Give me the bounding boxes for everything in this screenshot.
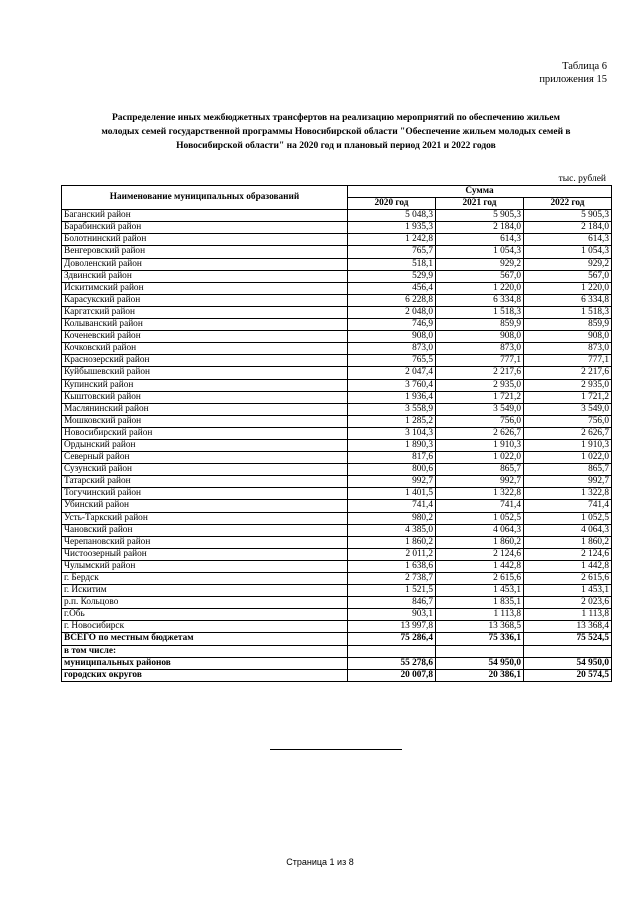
value-2020: 1 285,2 — [348, 415, 436, 427]
value-2022: 13 368,4 — [524, 621, 612, 633]
value-2020: 765,7 — [348, 246, 436, 258]
value-2020: 846,7 — [348, 597, 436, 609]
value-2022: 865,7 — [524, 464, 612, 476]
row-name: г. Искитим — [62, 585, 348, 597]
value-2020: 908,0 — [348, 331, 436, 343]
value-2021: 3 549,0 — [436, 403, 524, 415]
divider-line — [270, 749, 402, 750]
value-2022: 908,0 — [524, 331, 612, 343]
row-name: Кочковский район — [62, 343, 348, 355]
value-2022: 6 334,8 — [524, 294, 612, 306]
value-2020: 3 104,3 — [348, 427, 436, 439]
value-2022: 614,3 — [524, 234, 612, 246]
row-name: Искитимский район — [62, 282, 348, 294]
value-2022: 2 626,7 — [524, 427, 612, 439]
row-name: Черепановский район — [62, 536, 348, 548]
value-2020: 4 385,0 — [348, 524, 436, 536]
value-2020: 3 558,9 — [348, 403, 436, 415]
value-2020: 873,0 — [348, 343, 436, 355]
value-2021: 929,2 — [436, 258, 524, 270]
value-2022: 1 518,3 — [524, 306, 612, 318]
total-row — [62, 633, 612, 645]
col-header-sum: Сумма — [348, 186, 612, 198]
row-name: Кыштовский район — [62, 391, 348, 403]
row-name: Татарский район — [62, 476, 348, 488]
table-row — [62, 548, 612, 560]
row-name: Новосибирский район — [62, 427, 348, 439]
row-name: Барабинский район — [62, 222, 348, 234]
value-2021: 1 220,0 — [436, 282, 524, 294]
row-name: Болотнинский район — [62, 234, 348, 246]
value-2022: 929,2 — [524, 258, 612, 270]
value-2020: 518,1 — [348, 258, 436, 270]
col-header-2020: 2020 год — [348, 198, 436, 210]
table-row — [62, 319, 612, 331]
value-2020 — [348, 645, 436, 657]
unit-label: тыс. рублей — [558, 174, 606, 184]
table-row — [62, 536, 612, 548]
table-row — [62, 258, 612, 270]
title-line: Новосибирской области" на 2020 год и плановый период 2021 и 2022 годов — [176, 141, 496, 151]
value-2021: 1 453,1 — [436, 585, 524, 597]
total-row — [62, 645, 612, 657]
value-2020: 1 242,8 — [348, 234, 436, 246]
row-name: Северный район — [62, 452, 348, 464]
value-2020: 2 738,7 — [348, 573, 436, 585]
value-2020: 2 047,4 — [348, 367, 436, 379]
value-2021: 13 368,5 — [436, 621, 524, 633]
table-row — [62, 488, 612, 500]
value-2022: 1 453,1 — [524, 585, 612, 597]
value-2022: 2 217,6 — [524, 367, 612, 379]
value-2021: 859,9 — [436, 319, 524, 331]
table-row — [62, 452, 612, 464]
value-2021: 614,3 — [436, 234, 524, 246]
table-row — [62, 294, 612, 306]
row-name: муниципальных районов — [62, 657, 348, 669]
value-2022: 992,7 — [524, 476, 612, 488]
value-2020: 903,1 — [348, 609, 436, 621]
value-2021: 741,4 — [436, 500, 524, 512]
row-name: Чистоозерный район — [62, 548, 348, 560]
value-2021: 54 950,0 — [436, 657, 524, 669]
value-2022: 2 184,0 — [524, 222, 612, 234]
row-name: Куйбышевский район — [62, 367, 348, 379]
row-name: Тогучинский район — [62, 488, 348, 500]
row-name: Доволенский район — [62, 258, 348, 270]
row-name: Ордынский район — [62, 439, 348, 451]
value-2022: 1 721,2 — [524, 391, 612, 403]
value-2021: 908,0 — [436, 331, 524, 343]
value-2021: 6 334,8 — [436, 294, 524, 306]
value-2021: 2 124,6 — [436, 548, 524, 560]
table-row — [62, 234, 612, 246]
row-name: ВСЕГО по местным бюджетам — [62, 633, 348, 645]
row-name: Каргатский район — [62, 306, 348, 318]
value-2021: 75 336,1 — [436, 633, 524, 645]
total-row — [62, 669, 612, 681]
table-row — [62, 585, 612, 597]
title-line: молодых семей государственной программы Новосибирской области "Обеспечение жильем молодых семей в — [101, 127, 571, 137]
value-2020: 1 936,4 — [348, 391, 436, 403]
col-header-2022: 2022 год — [524, 198, 612, 210]
total-row — [62, 657, 612, 669]
value-2020: 13 997,8 — [348, 621, 436, 633]
table-row — [62, 403, 612, 415]
value-2022: 2 935,0 — [524, 379, 612, 391]
transfers-table — [61, 185, 612, 682]
value-2022: 1 113,8 — [524, 609, 612, 621]
table-row — [62, 609, 612, 621]
value-2020: 456,4 — [348, 282, 436, 294]
document-title — [60, 111, 612, 153]
value-2021: 1 054,3 — [436, 246, 524, 258]
row-name: Колыванский район — [62, 319, 348, 331]
table-row — [62, 282, 612, 294]
row-name: Карасукский район — [62, 294, 348, 306]
table-row — [62, 306, 612, 318]
value-2020: 1 521,5 — [348, 585, 436, 597]
row-name: Чановский район — [62, 524, 348, 536]
row-name: г.Обь — [62, 609, 348, 621]
value-2022: 1 022,0 — [524, 452, 612, 464]
value-2021: 2 615,6 — [436, 573, 524, 585]
value-2022: 777,1 — [524, 355, 612, 367]
table-row — [62, 597, 612, 609]
value-2020: 1 860,2 — [348, 536, 436, 548]
value-2021: 567,0 — [436, 270, 524, 282]
page-number: Страница 1 из 8 — [286, 857, 354, 867]
value-2020: 2 048,0 — [348, 306, 436, 318]
row-name: Купинский район — [62, 379, 348, 391]
row-name: Коченевский район — [62, 331, 348, 343]
row-name: в том числе: — [62, 645, 348, 657]
row-name: Усть-Таркский район — [62, 512, 348, 524]
table-row — [62, 573, 612, 585]
value-2022: 567,0 — [524, 270, 612, 282]
value-2021: 1 442,8 — [436, 560, 524, 572]
value-2022: 1 442,8 — [524, 560, 612, 572]
value-2021: 756,0 — [436, 415, 524, 427]
value-2020: 6 228,8 — [348, 294, 436, 306]
value-2022: 1 220,0 — [524, 282, 612, 294]
value-2022: 3 549,0 — [524, 403, 612, 415]
value-2021: 1 322,8 — [436, 488, 524, 500]
row-name: Венгеровский район — [62, 246, 348, 258]
value-2022: 2 615,6 — [524, 573, 612, 585]
value-2020: 980,2 — [348, 512, 436, 524]
row-name: Мошковский район — [62, 415, 348, 427]
value-2022: 873,0 — [524, 343, 612, 355]
value-2022: 756,0 — [524, 415, 612, 427]
table-row — [62, 512, 612, 524]
table-row — [62, 355, 612, 367]
row-name: Краснозерский район — [62, 355, 348, 367]
value-2021 — [436, 645, 524, 657]
table-row — [62, 391, 612, 403]
value-2021: 2 626,7 — [436, 427, 524, 439]
table-row — [62, 524, 612, 536]
table-row — [62, 439, 612, 451]
col-header-name: Наименование муниципальных образований — [62, 186, 348, 210]
row-name: городских округов — [62, 669, 348, 681]
value-2022: 1 322,8 — [524, 488, 612, 500]
value-2022: 2 023,6 — [524, 597, 612, 609]
value-2022: 1 860,2 — [524, 536, 612, 548]
value-2020: 3 760,4 — [348, 379, 436, 391]
value-2022: 1 052,5 — [524, 512, 612, 524]
table-row — [62, 246, 612, 258]
value-2021: 865,7 — [436, 464, 524, 476]
value-2020: 1 638,6 — [348, 560, 436, 572]
value-2020: 5 048,3 — [348, 210, 436, 222]
value-2022: 741,4 — [524, 500, 612, 512]
value-2020: 1 401,5 — [348, 488, 436, 500]
title-line: Распределение иных межбюджетных трансфертов на реализацию мероприятий по обеспечению жильем — [112, 113, 560, 123]
value-2022: 1 054,3 — [524, 246, 612, 258]
value-2022: 1 910,3 — [524, 439, 612, 451]
row-name: Маслянинский район — [62, 403, 348, 415]
value-2021: 1 835,1 — [436, 597, 524, 609]
table-row — [62, 415, 612, 427]
value-2022: 859,9 — [524, 319, 612, 331]
table-row — [62, 476, 612, 488]
row-name: Убинский район — [62, 500, 348, 512]
value-2021: 873,0 — [436, 343, 524, 355]
value-2021: 1 113,8 — [436, 609, 524, 621]
value-2020: 741,4 — [348, 500, 436, 512]
row-name: Сузунский район — [62, 464, 348, 476]
value-2020: 529,9 — [348, 270, 436, 282]
table-row — [62, 367, 612, 379]
row-name: р.п. Кольцово — [62, 597, 348, 609]
value-2020: 55 278,6 — [348, 657, 436, 669]
value-2022: 5 905,3 — [524, 210, 612, 222]
value-2021: 2 184,0 — [436, 222, 524, 234]
appendix-number: приложения 15 — [539, 74, 607, 85]
table-row — [62, 222, 612, 234]
header-row — [62, 186, 612, 198]
table-row — [62, 270, 612, 282]
value-2021: 1 022,0 — [436, 452, 524, 464]
row-name: Чулымский район — [62, 560, 348, 572]
value-2020: 746,9 — [348, 319, 436, 331]
table-row — [62, 464, 612, 476]
table-row — [62, 210, 612, 222]
value-2021: 1 910,3 — [436, 439, 524, 451]
value-2021: 1 518,3 — [436, 306, 524, 318]
value-2022: 2 124,6 — [524, 548, 612, 560]
value-2021: 992,7 — [436, 476, 524, 488]
table-row — [62, 427, 612, 439]
value-2021: 1 721,2 — [436, 391, 524, 403]
table-row — [62, 331, 612, 343]
table-row — [62, 500, 612, 512]
value-2021: 5 905,3 — [436, 210, 524, 222]
table-reference — [539, 60, 607, 86]
row-name: Здвинский район — [62, 270, 348, 282]
value-2020: 1 890,3 — [348, 439, 436, 451]
col-header-2021: 2021 год — [436, 198, 524, 210]
value-2020: 75 286,4 — [348, 633, 436, 645]
value-2020: 765,5 — [348, 355, 436, 367]
value-2021: 4 064,3 — [436, 524, 524, 536]
value-2022: 75 524,5 — [524, 633, 612, 645]
row-name: Баганский район — [62, 210, 348, 222]
row-name: г. Бердск — [62, 573, 348, 585]
table-number: Таблица 6 — [562, 61, 607, 72]
value-2020: 20 007,8 — [348, 669, 436, 681]
table-body — [62, 210, 612, 682]
value-2021: 1 860,2 — [436, 536, 524, 548]
value-2020: 992,7 — [348, 476, 436, 488]
value-2020: 800,6 — [348, 464, 436, 476]
table-row — [62, 379, 612, 391]
value-2020: 817,6 — [348, 452, 436, 464]
value-2022: 20 574,5 — [524, 669, 612, 681]
value-2021: 20 386,1 — [436, 669, 524, 681]
value-2021: 1 052,5 — [436, 512, 524, 524]
table-row — [62, 621, 612, 633]
value-2022: 4 064,3 — [524, 524, 612, 536]
row-name: г. Новосибирск — [62, 621, 348, 633]
table-row — [62, 343, 612, 355]
table-row — [62, 560, 612, 572]
value-2021: 2 217,6 — [436, 367, 524, 379]
value-2021: 2 935,0 — [436, 379, 524, 391]
value-2020: 2 011,2 — [348, 548, 436, 560]
value-2022 — [524, 645, 612, 657]
value-2022: 54 950,0 — [524, 657, 612, 669]
value-2021: 777,1 — [436, 355, 524, 367]
value-2020: 1 935,3 — [348, 222, 436, 234]
